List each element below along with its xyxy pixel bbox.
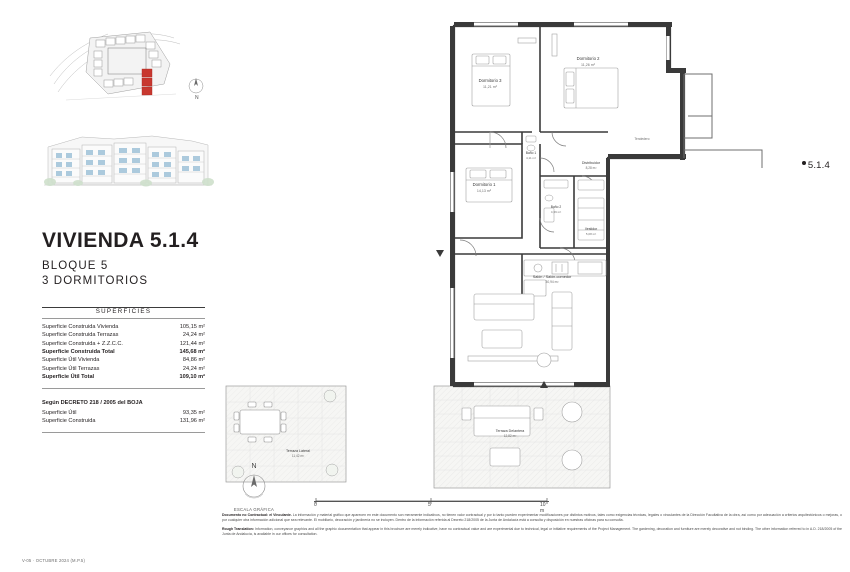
decreto-label: Superficie Útil bbox=[42, 410, 77, 417]
room-area-terraza-lateral: 11,42 m² bbox=[291, 454, 305, 458]
unit-code-bullet-icon bbox=[802, 161, 806, 165]
site-plan-key bbox=[46, 22, 199, 107]
left-info-column bbox=[42, 22, 217, 433]
legal-en-bold: Rough Translation: bbox=[222, 527, 254, 532]
room-area-bano-2: 4,39 m² bbox=[550, 210, 562, 214]
surface-value: 105,15 m² bbox=[179, 324, 205, 331]
plan-north-compass bbox=[232, 463, 276, 512]
room-label-bano-2: Baño 2 bbox=[550, 205, 562, 209]
table-row bbox=[42, 356, 205, 364]
table-row-total bbox=[42, 373, 205, 381]
room-label-terraza-lateral: Terraza Lateral bbox=[286, 449, 310, 453]
site-plan-north-label: N bbox=[195, 95, 199, 101]
room-label-terraza-delantera: Terraza Delantera bbox=[495, 429, 525, 433]
compass-north-label: N bbox=[251, 463, 257, 470]
graphic-scale-bar bbox=[314, 495, 549, 514]
table-row bbox=[42, 340, 205, 348]
decreto-value: 93,35 m² bbox=[182, 410, 205, 417]
table-row bbox=[42, 417, 205, 425]
surface-label: Superficie Construida Terrazas bbox=[42, 332, 119, 339]
room-area-dormitorio-3: 11,21 m² bbox=[483, 85, 497, 89]
legal-paragraph-en bbox=[222, 527, 842, 537]
table-row bbox=[42, 323, 205, 331]
surface-label: Superficie Útil Total bbox=[42, 373, 95, 380]
decreto-rows bbox=[42, 409, 205, 426]
surface-label: Superficie Útil Vivienda bbox=[42, 357, 100, 364]
surfaces-rows bbox=[42, 323, 205, 381]
room-label-salon: Salón / Salón-comedor bbox=[532, 275, 572, 279]
room-area-dormitorio-2: 11,26 m² bbox=[581, 63, 595, 67]
surface-label: Superficie Construida Vivienda bbox=[42, 324, 119, 331]
right-outline bbox=[684, 74, 762, 168]
room-area-vestidor: 5,08 m² bbox=[585, 232, 597, 236]
room-area-terraza-delantera: 12,82 m² bbox=[503, 434, 517, 438]
block-label: BLOQUE 5 bbox=[42, 260, 109, 272]
legal-paragraph-es bbox=[222, 513, 842, 523]
site-plan-north-icon bbox=[186, 73, 208, 101]
unit-code-text: 5.1.4 bbox=[807, 160, 830, 171]
room-area-bano-1: 4,11 m² bbox=[526, 156, 536, 160]
room-label-tendedero: Tendedero bbox=[634, 137, 650, 141]
surfaces-heading: SUPERFICIES bbox=[95, 308, 152, 315]
building-elevation bbox=[42, 125, 214, 197]
legal-es-bold: Documento no Contractual: el Vinculante. bbox=[222, 513, 292, 517]
room-label-distribuidor: Distribuidor bbox=[581, 161, 601, 165]
table-row bbox=[42, 331, 205, 339]
scale-tick-10: 10 m bbox=[540, 502, 546, 514]
table-row bbox=[42, 364, 205, 372]
compass-icon bbox=[237, 470, 271, 500]
surface-value: 121,44 m² bbox=[179, 340, 205, 347]
surface-label: Superficie Construida + Z.Z.C.C. bbox=[42, 340, 123, 347]
surface-value: 109,10 m² bbox=[179, 373, 205, 380]
unit-code-label bbox=[802, 160, 830, 171]
legal-es-text: La información y material gráfico que aparecen en este documento son meramente indicativos, no tienen valor contractual y por lo tanto pueden experimentar modificaciones por distintos motivos, tales como exigencias técnicas, legales o vinculantes de la Dirección Facultativa de la obra, así como por adecuación a criterios arquitectónicos o mejoras, o por cualquier otra información adicional que sea relevante. El mobiliario, decoración y jardinería no se incluyen. Dentro de la información referida al Decreto 218/2005 de la Junta de Andalucía está a consulta y disposición en nuestras oficinas para su consulta. bbox=[222, 513, 842, 523]
surface-label: Superficie Construida Total bbox=[42, 348, 115, 355]
legal-en-text: Information, conveyance graphics and all the graphic documentation that appear in this brochure are merely indicative, have no contractual value and are experimental due to technical, legal or initiative requirements of the Project Management. The gardening, decoration and furniture are merely decorative and not binding. The other information referred to in A.D. 218/2005 of the Junta de Andalucía, is available in our offices for consultation. bbox=[222, 527, 843, 537]
decreto-value: 131,96 m² bbox=[179, 418, 205, 425]
document-footer-code: V-05 · OCTUBRE 2024 (M.P.5) bbox=[22, 558, 86, 563]
room-label-bano-1: Baño 1 bbox=[525, 151, 537, 155]
table-row-total bbox=[42, 348, 205, 356]
surfaces-table bbox=[42, 307, 205, 433]
floor-plan bbox=[222, 8, 842, 564]
decreto-label: Superficie Construida bbox=[42, 418, 96, 425]
scale-tick-5: 5 bbox=[428, 502, 431, 508]
terrace-front bbox=[434, 386, 610, 488]
surface-value: 84,86 m² bbox=[182, 357, 205, 364]
room-area-salon: 30,94 m² bbox=[545, 280, 559, 284]
scale-caption: ESCALA GRÁFICA bbox=[233, 507, 275, 512]
room-area-dormitorio-1: 14,13 m² bbox=[476, 189, 492, 193]
room-label-vestidor: Vestidor bbox=[584, 227, 598, 231]
room-label-dormitorio-3: Dormitorio 3 bbox=[478, 78, 502, 83]
room-label-dormitorio-2: Dormitorio 2 bbox=[576, 56, 600, 61]
surface-label: Superficie Útil Terrazas bbox=[42, 365, 100, 372]
floor-plan-drawing bbox=[222, 8, 842, 528]
decreto-title: Según DECRETO 218 / 2005 del BOJA bbox=[42, 399, 143, 406]
room-label-dormitorio-1: Dormitorio 1 bbox=[472, 182, 496, 187]
scale-tick-0: 0 bbox=[314, 502, 317, 508]
surface-value: 24,24 m² bbox=[182, 365, 205, 372]
surface-value: 145,68 m² bbox=[179, 348, 205, 355]
bedrooms-label: 3 DORMITORIOS bbox=[42, 275, 149, 287]
page-title: VIVIENDA 5.1.4 bbox=[42, 229, 199, 252]
legal-disclaimer bbox=[222, 513, 842, 541]
room-area-distribuidor: 8,28 m² bbox=[585, 166, 597, 170]
table-row bbox=[42, 409, 205, 417]
surface-value: 24,24 m² bbox=[182, 332, 205, 339]
